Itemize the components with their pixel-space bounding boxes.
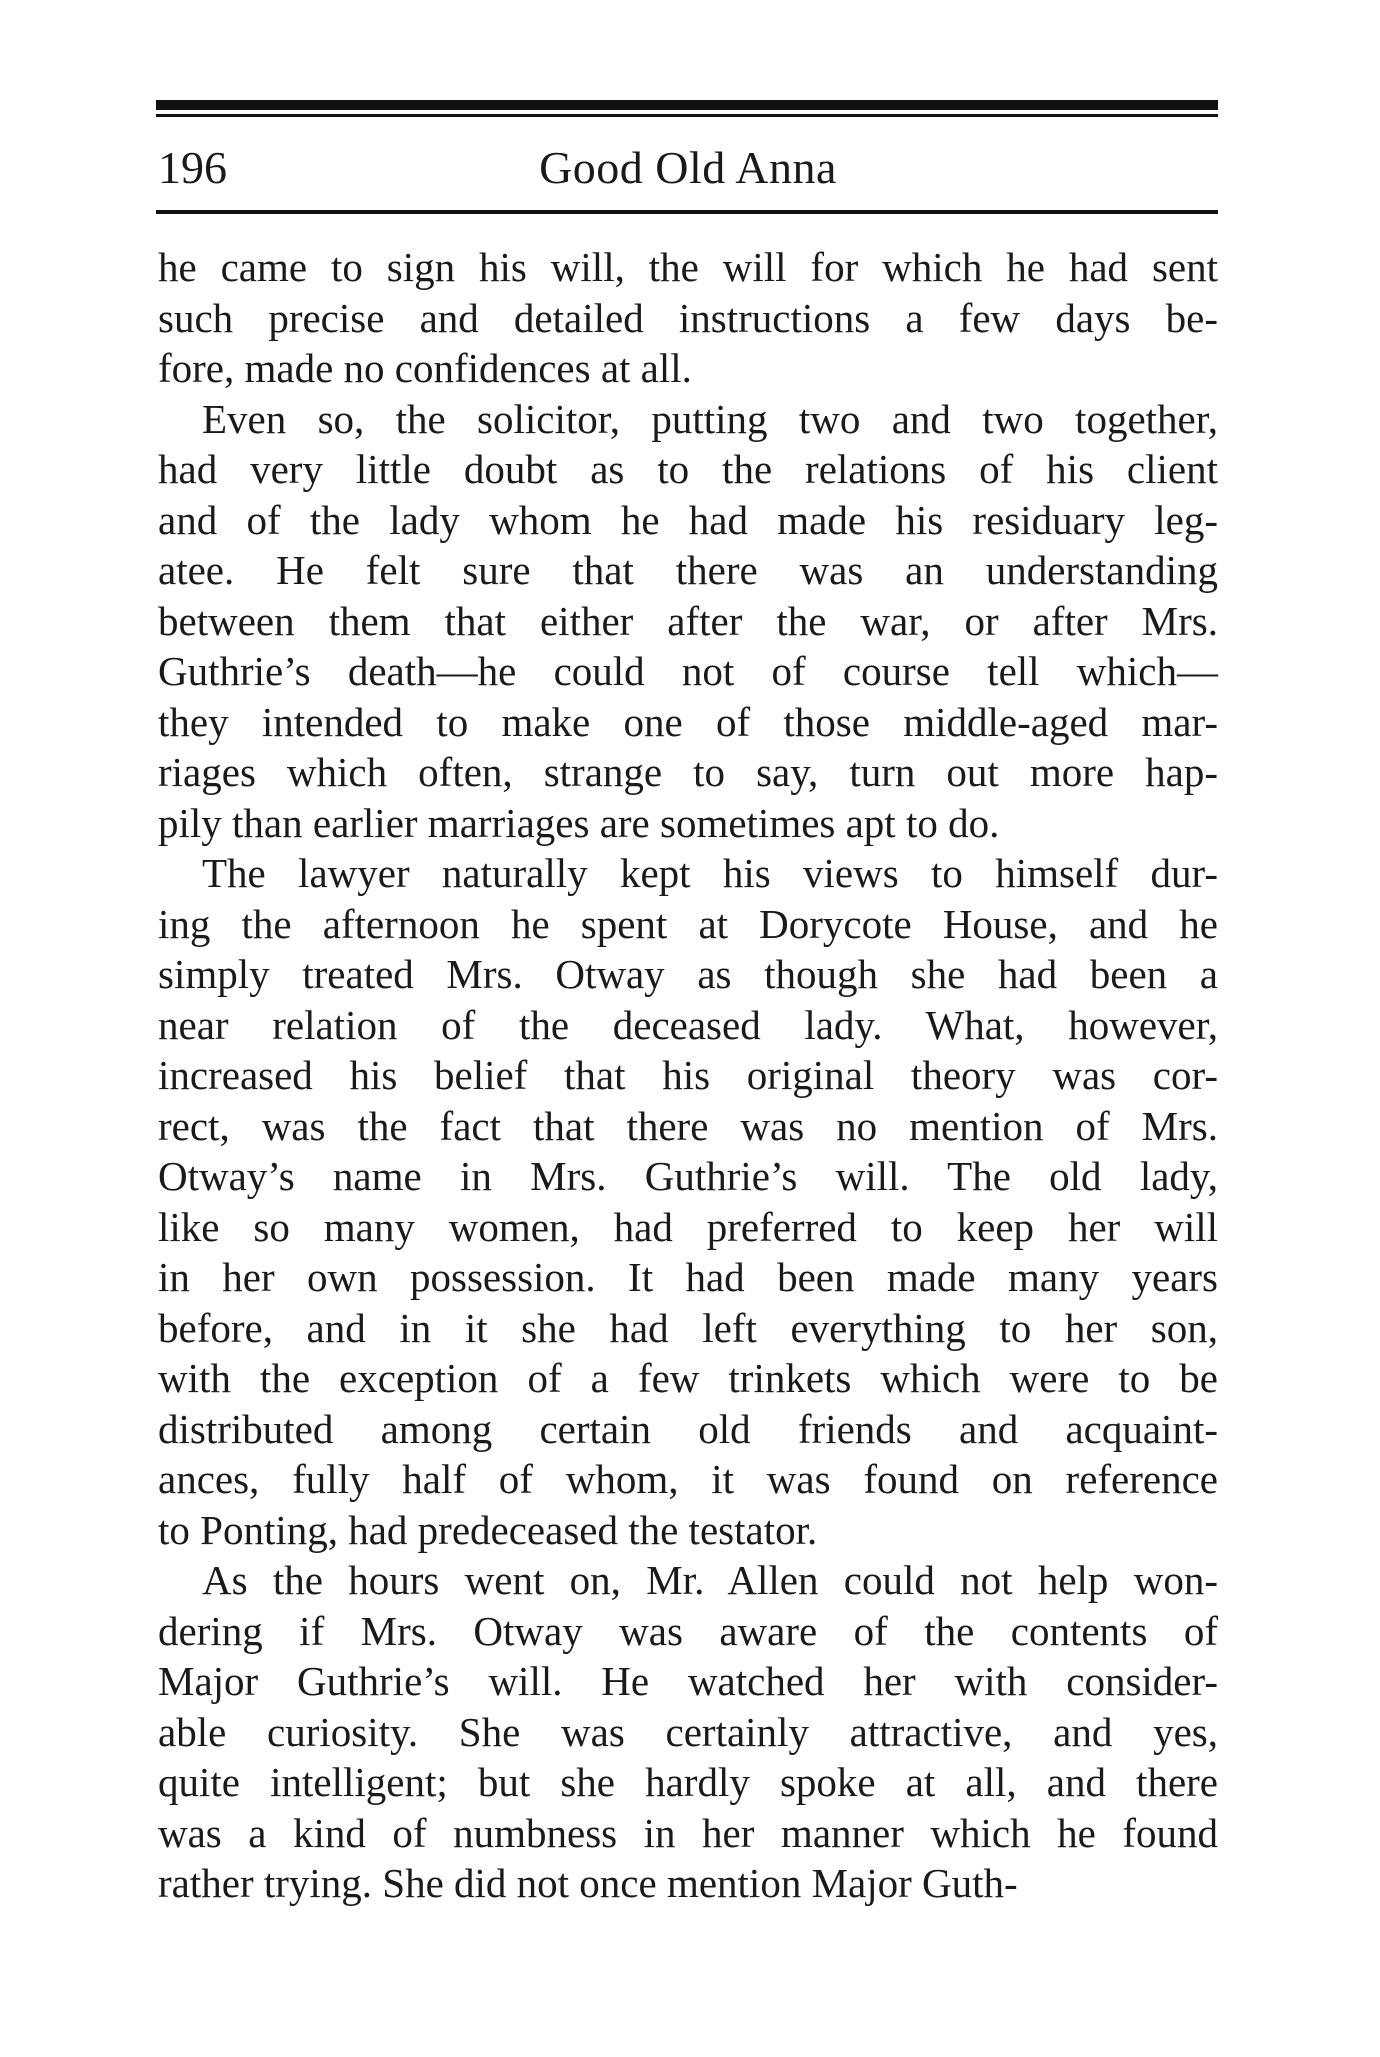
text-line: between them that either after the war, or after Mrs. <box>158 597 1218 644</box>
running-title: Good Old Anna <box>539 142 837 193</box>
text-line: increased his belief that his original theory was cor- <box>158 1052 1218 1098</box>
text-line: rect, was the fact that there was no mention of Mrs. <box>158 1102 1218 1149</box>
text-line: distributed among certain old friends and acquaint- <box>158 1405 1218 1452</box>
text-line: near relation of the deceased lady. What, however, <box>158 1001 1218 1048</box>
text-line: they intended to make one of those middle-aged mar- <box>158 698 1218 745</box>
text-line: like so many women, had preferred to keep her will <box>158 1203 1218 1250</box>
text-line: rather trying. She did not once mention Major Guth- <box>158 1860 1018 1906</box>
paragraph <box>158 394 1218 849</box>
text-line: As the hours went on, Mr. Allen could not help won- <box>202 1557 1218 1603</box>
text-line: Even so, the solicitor, putting two and two together, <box>202 395 1218 442</box>
text-line: quite intelligent; but she hardly spoke at all, and there <box>158 1759 1218 1805</box>
page-header <box>158 138 1218 198</box>
text-line: Major Guthrie’s will. He watched her with consider- <box>158 1658 1218 1704</box>
page-number: 196 <box>158 142 227 193</box>
paragraph <box>158 1555 1218 1909</box>
text-line: such precise and detailed instructions a few days be- <box>158 294 1218 341</box>
text-line: before, and in it she had left everything to her son, <box>158 1304 1218 1351</box>
text-line: dering if Mrs. Otway was aware of the contents of <box>158 1607 1218 1654</box>
body-text <box>158 242 1218 1909</box>
text-line: able curiosity. She was certainly attractive, and yes, <box>158 1708 1218 1755</box>
header-rule-thin <box>156 114 1218 117</box>
text-line: fore, made no confidences at all. <box>158 345 692 391</box>
text-line: riages which often, strange to say, turn out more hap- <box>158 749 1218 795</box>
text-line: ances, fully half of whom, it was found on reference <box>158 1456 1218 1502</box>
text-line: he came to sign his will, the will for which he had sent <box>158 244 1218 290</box>
text-line: Otway’s name in Mrs. Guthrie’s will. The old lady, <box>158 1153 1218 1199</box>
text-line: simply treated Mrs. Otway as though she had been a <box>158 951 1218 997</box>
text-line: with the exception of a few trinkets which were to be <box>158 1355 1218 1401</box>
text-line: had very little doubt as to the relations of his client <box>158 446 1218 492</box>
text-line: ing the afternoon he spent at Dorycote House, and he <box>158 900 1218 947</box>
text-line: atee. He felt sure that there was an understanding <box>158 547 1218 593</box>
text-line: was a kind of numbness in her manner which he found <box>158 1809 1218 1856</box>
text-line: to Ponting, had predeceased the testator. <box>158 1506 818 1553</box>
header-underline-rule <box>156 210 1218 214</box>
text-line: pily than earlier marriages are sometimes apt to do. <box>158 799 1000 846</box>
text-line: and of the lady whom he had made his residuary leg- <box>158 496 1218 543</box>
paragraph <box>158 242 1218 394</box>
paragraph <box>158 848 1218 1555</box>
text-line: in her own possession. It had been made many years <box>158 1254 1218 1300</box>
header-rule-thick <box>156 100 1218 110</box>
text-line: The lawyer naturally kept his views to himself dur- <box>202 850 1218 896</box>
text-line: Guthrie’s death—he could not of course tell which— <box>158 648 1218 694</box>
